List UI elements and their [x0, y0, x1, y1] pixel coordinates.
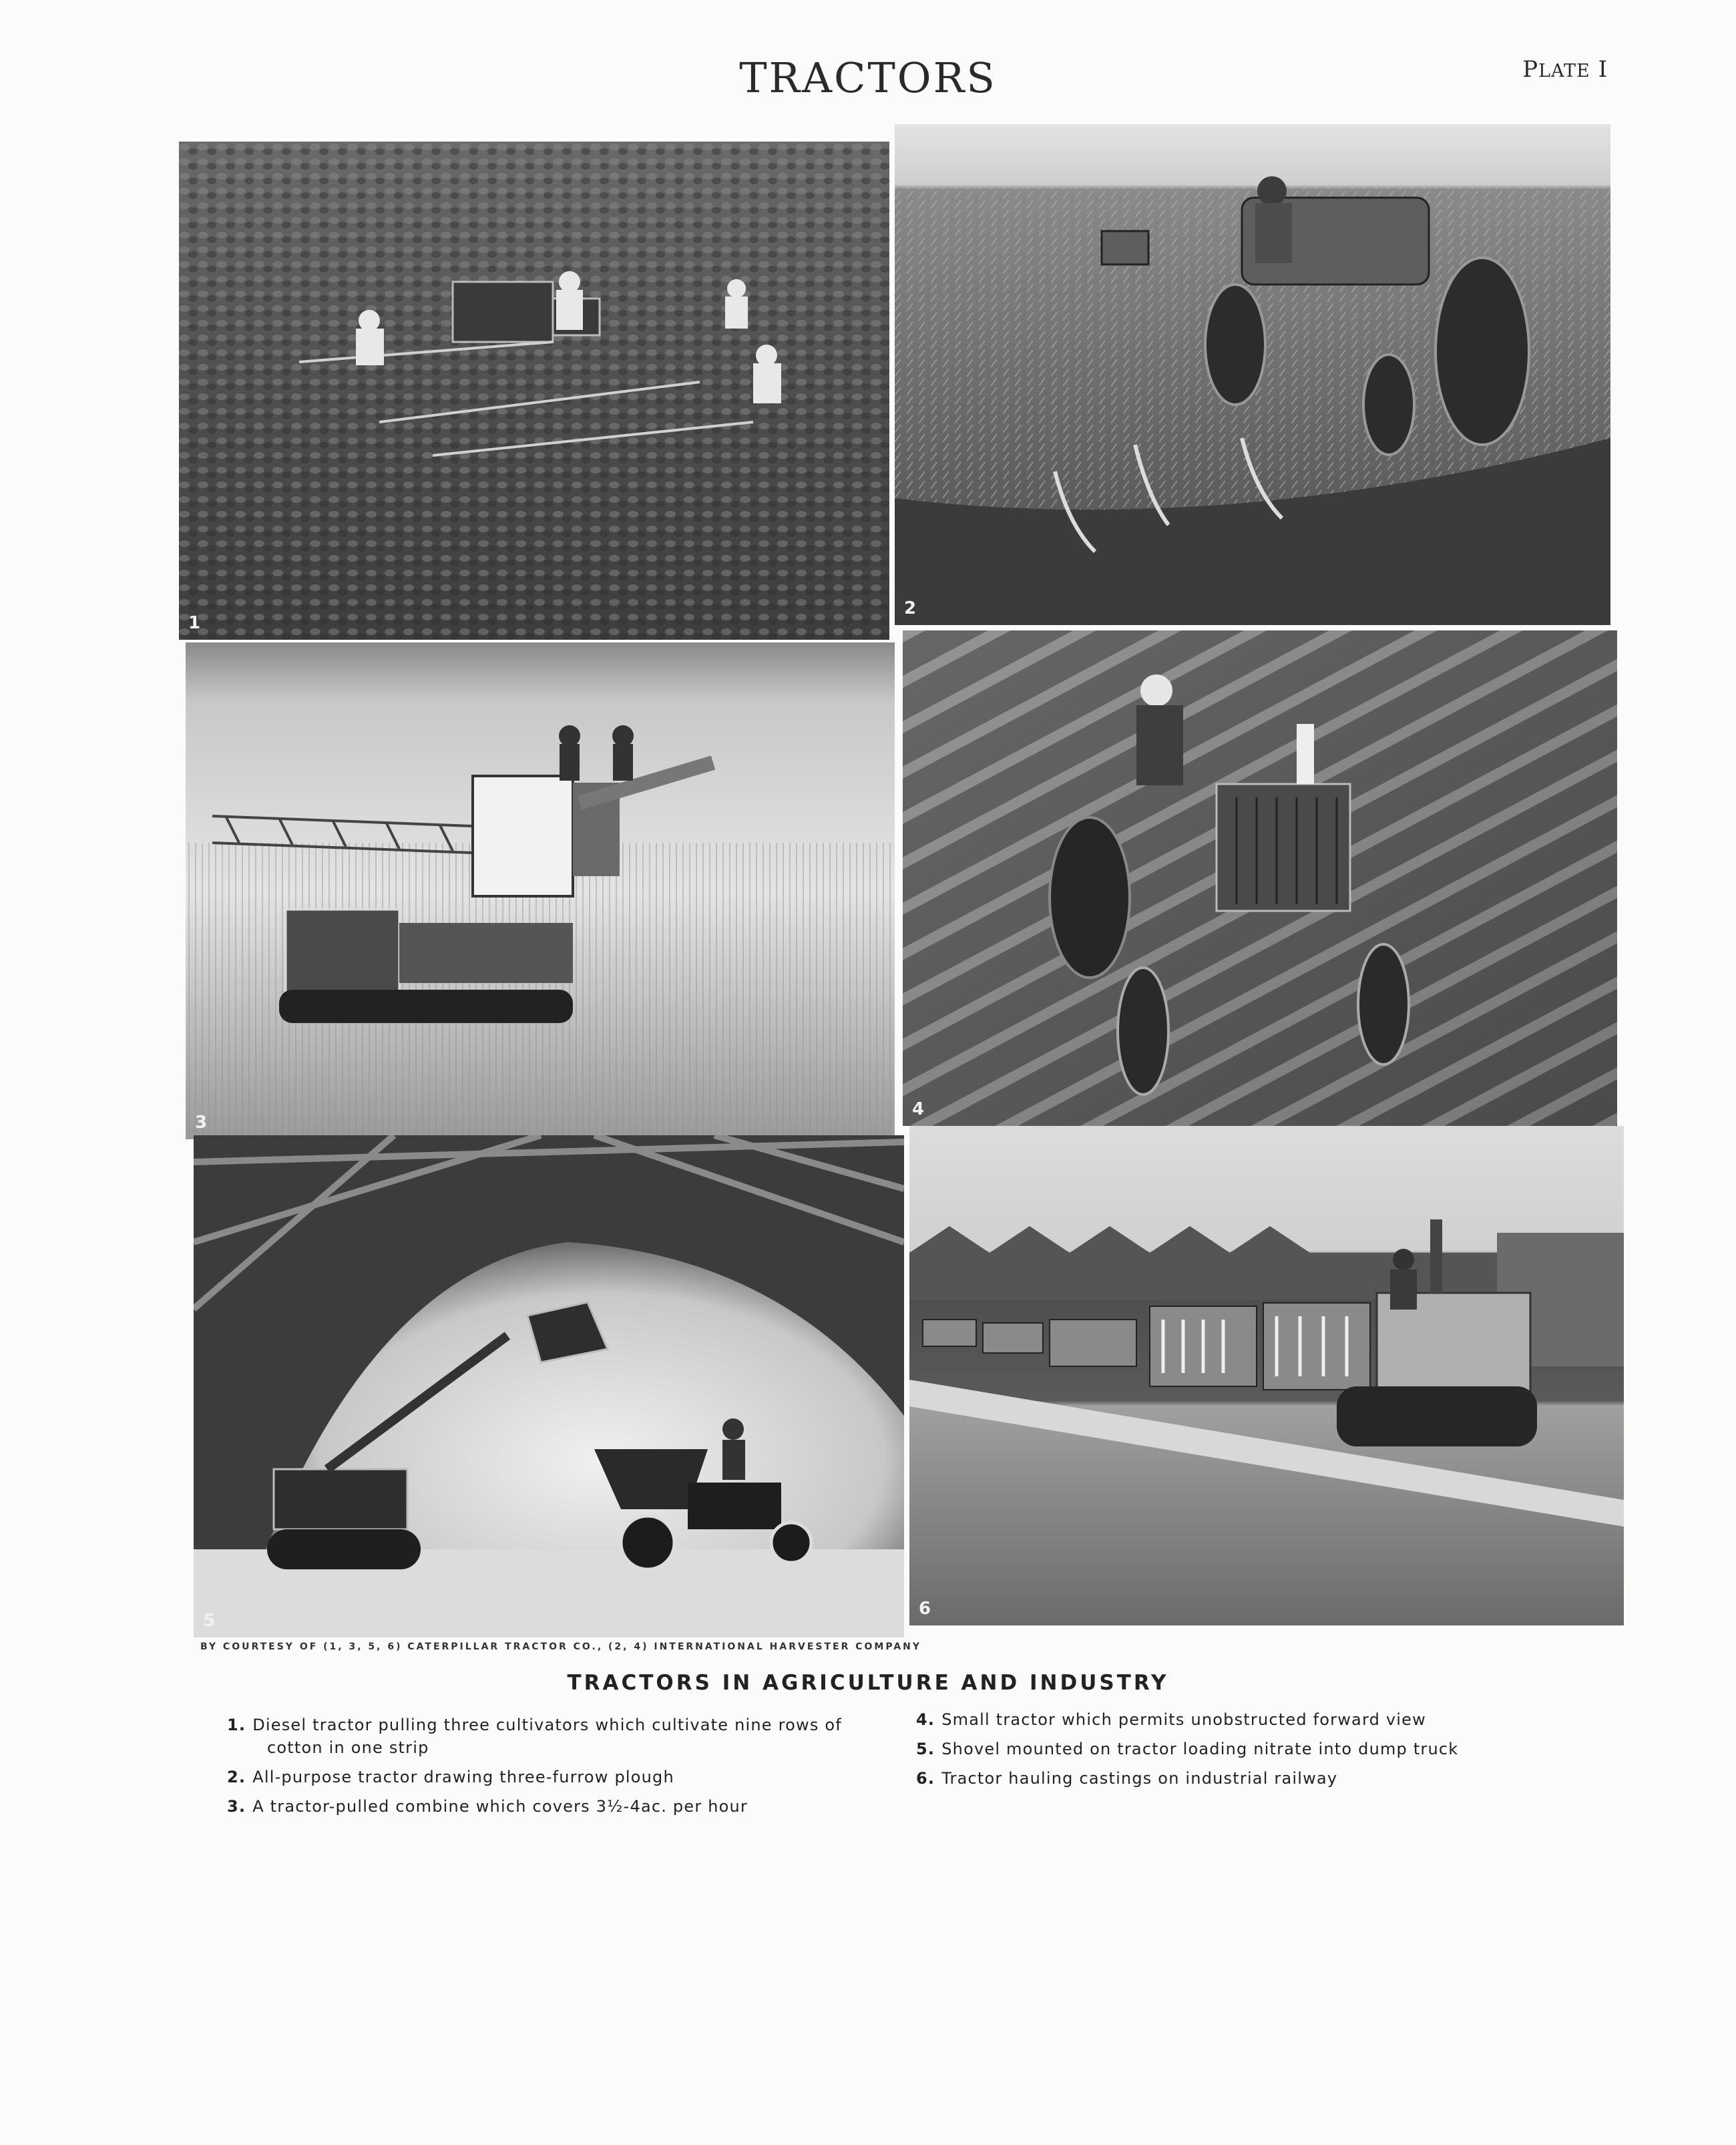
- plate-word: LATE: [1538, 61, 1590, 81]
- photo-cotton-cultivators: [179, 142, 889, 640]
- photo-number: 6: [919, 1599, 931, 1619]
- captions-right-column: [916, 1708, 1530, 1796]
- caption-number: 6.: [916, 1769, 935, 1788]
- photo-credit: BY COURTESY OF (1, 3, 5, 6) CATERPILLAR TRACTOR CO., (2, 4) INTERNATIONAL HARVESTER COMPANY: [200, 1641, 922, 1652]
- photo-industrial-railway-image: [909, 1126, 1624, 1625]
- caption-text: All-purpose tractor drawing three-furrow plough: [252, 1768, 674, 1786]
- caption-text: A tractor-pulled combine which covers 3½-4ac. per hour: [252, 1797, 748, 1816]
- caption-text: Tractor hauling castings on industrial railway: [941, 1769, 1338, 1788]
- photo-tractor-combine: [186, 642, 895, 1139]
- photo-number: 5: [203, 1611, 216, 1631]
- photo-tractor-combine-image: [186, 642, 895, 1139]
- caption-item: [227, 1766, 895, 1788]
- photo-three-furrow-plough: [895, 124, 1610, 625]
- caption-item: [227, 1714, 895, 1759]
- caption-item: [227, 1795, 895, 1818]
- caption-text: Shovel mounted on tractor loading nitrate into dump truck: [941, 1740, 1459, 1758]
- caption-item: [916, 1738, 1530, 1760]
- captions-left-column: [227, 1714, 895, 1824]
- caption-item: [916, 1767, 1530, 1790]
- caption-number: 5.: [916, 1740, 935, 1758]
- caption-number: 2.: [227, 1768, 246, 1786]
- caption-number: 1.: [227, 1716, 246, 1734]
- photo-small-tractor-image: [903, 630, 1617, 1126]
- plate-number: I: [1598, 56, 1608, 83]
- caption-item: [916, 1708, 1530, 1731]
- plate-initial: P: [1522, 56, 1539, 83]
- photo-shovel-nitrate: [194, 1135, 904, 1637]
- caption-number: 4.: [916, 1710, 935, 1729]
- photo-number: 4: [912, 1099, 925, 1119]
- caption-number: 3.: [227, 1797, 246, 1816]
- photo-three-furrow-plough-image: [895, 124, 1610, 625]
- caption-text: Diesel tractor pulling three cultivators which cultivate nine rows of: [252, 1716, 842, 1734]
- photo-number: 3: [195, 1113, 208, 1133]
- plate-label: [1522, 56, 1608, 83]
- photo-number: 1: [188, 613, 201, 633]
- caption-title: TRACTORS IN AGRICULTURE AND INDUSTRY: [567, 1671, 1169, 1695]
- caption-text-continued: cotton in one strip: [267, 1738, 429, 1757]
- photo-shovel-nitrate-image: [194, 1135, 904, 1637]
- photo-cotton-cultivators-image: [179, 142, 889, 640]
- caption-text: Small tractor which permits unobstructed forward view: [941, 1710, 1426, 1729]
- photo-number: 2: [904, 598, 917, 618]
- photo-small-tractor: [903, 630, 1617, 1126]
- page-title: TRACTORS: [739, 53, 997, 102]
- photo-industrial-railway: [909, 1126, 1624, 1625]
